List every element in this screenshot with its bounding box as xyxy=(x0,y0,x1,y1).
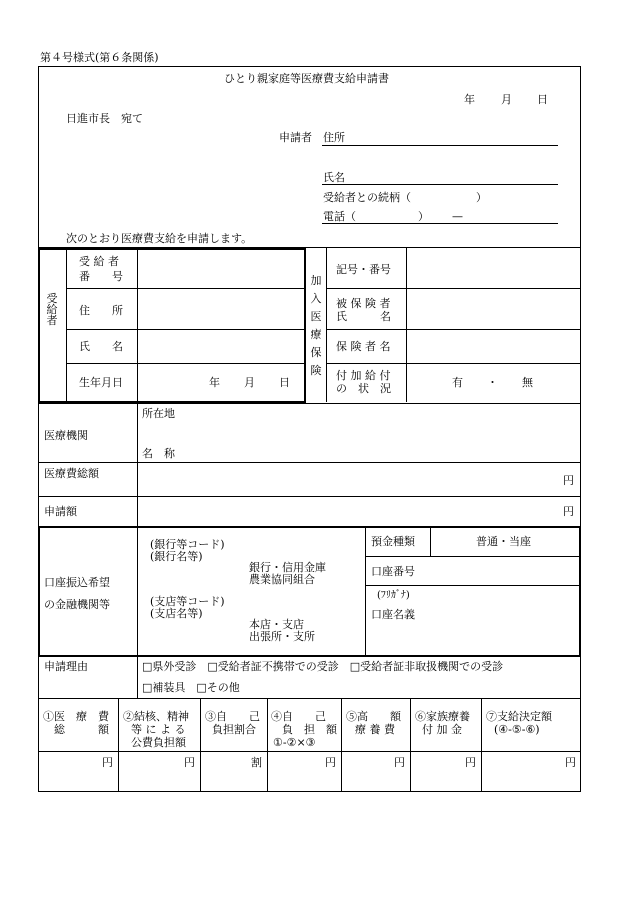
calc-header-2-line-1: ②結核、精神 xyxy=(123,710,189,723)
insurer-label: 保 険 者 名 xyxy=(336,340,391,353)
date-month: 月 xyxy=(501,93,512,106)
address-underline xyxy=(322,145,558,146)
deposit-type-value: 普通・当座 xyxy=(476,535,531,548)
divider xyxy=(326,288,581,289)
account-number-label: 口座番号 xyxy=(371,565,415,578)
recipient-side-label: 受給者 xyxy=(46,292,58,327)
calc-unit-3: 割 xyxy=(251,756,262,769)
recipient-birth-label: 生年月日 xyxy=(79,376,123,389)
calc-header-7-line-2: (④-⑤-⑥) xyxy=(494,723,540,736)
recipient-number-label-2: 番 号 xyxy=(79,270,123,283)
branch-types-1: 本店・支店 xyxy=(249,618,304,631)
divider xyxy=(267,698,268,792)
calc-header-2-line-3: 公費負担額 xyxy=(131,736,186,749)
calc-header-4-line-3: ①-②×③ xyxy=(273,736,316,749)
divider xyxy=(341,698,342,792)
insured-label-2: 氏 名 xyxy=(336,310,391,323)
calc-unit-6: 円 xyxy=(465,756,476,769)
symbol-number-label: 記号・番号 xyxy=(336,263,391,276)
benefit-label-2: の 状 況 xyxy=(336,382,391,395)
form-frame xyxy=(38,66,581,792)
calc-header-4-line-1: ④自 己 xyxy=(271,710,326,723)
benefit-no: 無 xyxy=(522,376,533,389)
divider xyxy=(200,698,201,792)
divider xyxy=(430,526,431,556)
institution-label: 医療機関 xyxy=(44,429,88,442)
calc-unit-4: 円 xyxy=(325,756,336,769)
calc-unit-1: 円 xyxy=(102,756,113,769)
request-label: 申請額 xyxy=(44,505,77,518)
insured-label-1: 被 保 険 者 xyxy=(336,297,391,310)
bank-types-2: 農業協同組合 xyxy=(249,573,315,586)
divider xyxy=(326,329,581,330)
divider xyxy=(481,698,482,792)
kana-label: (ﾌﾘｶﾞﾅ) xyxy=(377,590,410,601)
reason-label: 申請理由 xyxy=(44,660,88,673)
divider xyxy=(38,751,581,752)
reason-options-row1: □県外受診 □受給者証不携帯での受診 □受給者証非取扱機関での受診 xyxy=(142,660,504,673)
calc-header-7-line-1: ⑦支給決定額 xyxy=(486,710,552,723)
branch-name-label: (支店名等) xyxy=(150,607,203,620)
calc-header-6-line-1: ⑥家族療養 xyxy=(415,710,470,723)
calc-header-3-line-2: 負担割合 xyxy=(212,723,256,736)
divider xyxy=(365,526,366,657)
calc-header-5-line-2: 療 養 費 xyxy=(355,723,395,736)
total-label: 医療費総額 xyxy=(44,467,99,480)
phone-label: 電話（ xyxy=(323,210,356,223)
recipient-number-label-1: 受 給 者 xyxy=(79,255,119,268)
relation-close: ） xyxy=(476,191,487,204)
intro-text: 次のとおり医療費支給を申請します。 xyxy=(66,232,253,245)
insurance-side-label: 加入医療保険 xyxy=(310,274,322,377)
account-holder-label: 口座名義 xyxy=(371,608,415,621)
bank-name-label: (銀行名等) xyxy=(150,550,203,563)
divider xyxy=(38,403,581,404)
calc-unit-5: 円 xyxy=(394,756,405,769)
phone-close: ） xyxy=(418,210,429,223)
calc-header-4-line-2: 負 担 額 xyxy=(271,723,337,736)
divider xyxy=(326,248,327,402)
branch-code-label: (支店等コード) xyxy=(150,595,225,608)
calc-header-3-line-1: ③自 己 xyxy=(205,710,260,723)
calc-unit-2: 円 xyxy=(184,756,195,769)
divider xyxy=(365,585,581,586)
request-yen: 円 xyxy=(563,505,574,518)
date-year: 年 xyxy=(464,93,475,106)
divider xyxy=(365,556,581,557)
applicant-name-label: 氏名 xyxy=(323,171,345,184)
divider xyxy=(410,698,411,792)
divider xyxy=(38,698,581,699)
divider xyxy=(66,329,306,330)
institution-name-label: 名 称 xyxy=(142,447,175,460)
deposit-type-label: 預金種類 xyxy=(371,535,415,548)
bank-code-label: (銀行等コード) xyxy=(150,538,225,551)
divider xyxy=(326,363,581,364)
calc-header-5-line-1: ⑤高 額 xyxy=(346,710,401,723)
total-yen: 円 xyxy=(563,474,574,487)
calc-unit-7: 円 xyxy=(565,756,576,769)
phone-underline xyxy=(322,223,558,224)
birth-year: 年 xyxy=(209,376,220,389)
birth-day: 日 xyxy=(279,376,290,389)
applicant-label: 申請者 xyxy=(279,131,312,144)
branch-types-2: 出張所・支所 xyxy=(249,630,315,643)
divider xyxy=(137,403,138,526)
divider xyxy=(137,657,138,698)
phone-dash: — xyxy=(452,210,463,223)
relation-label: 受給者との続柄（ xyxy=(323,191,411,204)
addressee: 日進市長 宛て xyxy=(66,112,143,125)
divider xyxy=(38,462,581,463)
bank-label-1: 口座振込希望 xyxy=(44,576,110,589)
date-day: 日 xyxy=(537,93,548,106)
form-number: 第４号様式(第６条関係) xyxy=(40,51,159,64)
benefit-yes: 有 xyxy=(452,376,463,389)
benefit-dot: ・ xyxy=(487,376,498,389)
benefit-label-1: 付 加 給 付 xyxy=(336,369,391,382)
form-title: ひとり親家庭等医療費支給申請書 xyxy=(224,72,389,85)
divider xyxy=(66,363,306,364)
applicant-address-label: 住所 xyxy=(323,131,345,144)
birth-month: 月 xyxy=(244,376,255,389)
location-label: 所在地 xyxy=(142,407,175,420)
divider xyxy=(406,248,407,402)
reason-options-row2: □補装具 □その他 xyxy=(142,681,240,694)
divider xyxy=(66,248,67,403)
divider xyxy=(137,526,138,657)
divider xyxy=(66,288,306,289)
recipient-name-label: 氏 名 xyxy=(79,340,123,353)
calc-header-1-line-2: 総 額 xyxy=(43,723,109,736)
divider xyxy=(38,496,581,497)
divider xyxy=(118,698,119,792)
calc-header-1-line-1: ①医 療 費 xyxy=(43,710,109,723)
calc-header-2-line-2: 等 に よ る xyxy=(131,723,186,736)
name-underline xyxy=(322,184,558,185)
calc-header-6-line-2: 付 加 金 xyxy=(422,723,462,736)
recipient-address-label: 住 所 xyxy=(79,304,123,317)
bank-types-1: 銀行・信用金庫 xyxy=(249,561,326,574)
divider xyxy=(137,248,138,403)
bank-label-2: の金融機関等 xyxy=(44,598,110,611)
